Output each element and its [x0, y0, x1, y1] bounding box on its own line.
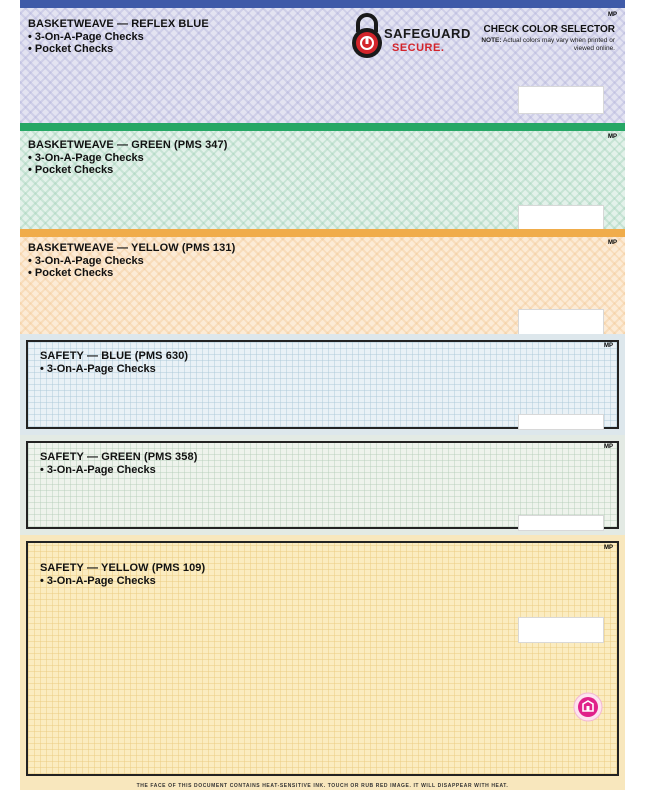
mp-mark: MP — [608, 240, 617, 246]
padlock-icon — [350, 12, 384, 60]
bullet-item: • Pocket Checks — [28, 43, 144, 55]
mp-mark: MP — [608, 134, 617, 140]
bullet-item: • Pocket Checks — [28, 267, 144, 279]
amount-box — [518, 414, 604, 430]
check-title: BASKETWEAVE — REFLEX BLUE — [28, 18, 209, 30]
bullet-item: • 3-On-A-Page Checks — [40, 575, 156, 587]
heat-sensitive-ink-note: THE FACE OF THIS DOCUMENT CONTAINS HEAT-SENSITIVE INK. TOUCH OR RUB RED IMAGE. IT WILL DISAPPEAR WITH HEAT. — [136, 783, 509, 789]
mp-mark: MP — [604, 545, 613, 551]
bullet-item: • 3-On-A-Page Checks — [28, 31, 144, 43]
check-bullet-list — [40, 363, 156, 375]
check-bullet-list — [28, 31, 144, 55]
safeguard-secure-logo — [350, 12, 471, 62]
check-basketweave-green — [20, 123, 625, 229]
check-title: SAFETY — YELLOW (PMS 109) — [40, 562, 206, 574]
check-bullet-list — [40, 575, 156, 587]
amount-box — [518, 205, 604, 229]
check-title: BASKETWEAVE — YELLOW (PMS 131) — [28, 242, 236, 254]
bullet-item: • 3-On-A-Page Checks — [40, 464, 156, 476]
color-bar — [20, 123, 625, 131]
amount-box — [518, 515, 604, 531]
color-bar — [20, 0, 625, 8]
check-bullet-list — [28, 152, 144, 176]
bullet-item: • 3-On-A-Page Checks — [28, 152, 144, 164]
check-color-sheet — [20, 0, 625, 790]
logo-word-secure: SECURE. — [392, 42, 445, 54]
amount-box — [518, 309, 604, 334]
bullet-item: • 3-On-A-Page Checks — [40, 363, 156, 375]
check-safety-yellow — [20, 535, 625, 790]
check-safety-blue — [20, 334, 625, 435]
check-title: SAFETY — BLUE (PMS 630) — [40, 350, 189, 362]
color-disclaimer-note — [465, 37, 615, 53]
color-bar — [20, 229, 625, 237]
check-title: BASKETWEAVE — GREEN (PMS 347) — [28, 139, 228, 151]
check-basketweave-yellow — [20, 229, 625, 334]
check-color-selector-title: CHECK COLOR SELECTOR — [483, 24, 615, 35]
check-bullet-list — [28, 255, 144, 279]
check-basketweave-reflex-blue — [20, 0, 625, 123]
bullet-item: • Pocket Checks — [28, 164, 144, 176]
note-label: NOTE: — [481, 37, 502, 44]
heat-sensitive-ink-icon — [573, 692, 603, 722]
check-safety-green — [20, 435, 625, 535]
bullet-item: • 3-On-A-Page Checks — [28, 255, 144, 267]
logo-word-safeguard: SAFEGUARD — [384, 26, 471, 41]
check-title: SAFETY — GREEN (PMS 358) — [40, 451, 198, 463]
mp-mark: MP — [604, 343, 613, 349]
amount-box — [518, 86, 604, 114]
mp-mark: MP — [608, 12, 617, 18]
check-bullet-list — [40, 464, 156, 476]
amount-box — [518, 617, 604, 643]
note-text: Actual colors may vary when printed or viewed online. — [503, 37, 615, 52]
mp-mark: MP — [604, 444, 613, 450]
